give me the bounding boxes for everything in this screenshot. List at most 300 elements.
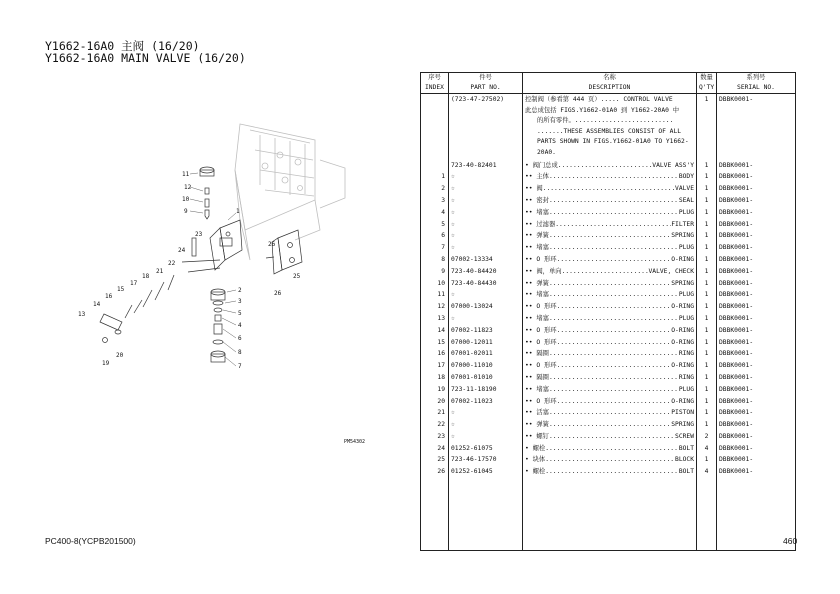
cell-qty: 1 bbox=[697, 94, 717, 160]
header-index-cn: 序号 bbox=[421, 73, 449, 84]
callout-23: 23 bbox=[195, 231, 203, 238]
table-row bbox=[421, 337, 796, 349]
cell-part-no: 723-46-17570 bbox=[449, 454, 523, 466]
footer-page-number: 460 bbox=[783, 536, 798, 546]
description-en: PLUG bbox=[678, 291, 694, 299]
valve-body-illustration bbox=[235, 124, 345, 260]
cell-description bbox=[523, 313, 697, 325]
intro-line: .......THESE ASSEMBLIES CONSIST OF ALL bbox=[537, 127, 682, 135]
cell-qty: 1 bbox=[697, 160, 717, 172]
cell-description bbox=[523, 289, 697, 301]
cell-description bbox=[523, 407, 697, 419]
cell-description bbox=[523, 372, 697, 384]
table-row bbox=[421, 254, 796, 266]
table-row bbox=[421, 219, 796, 231]
cell-serial: DBBK0001- bbox=[717, 325, 796, 337]
description-en: RING bbox=[678, 373, 694, 381]
intro-line: PARTS SHOWN IN FIGS.Y1662-01A0 TO Y1662- bbox=[537, 138, 689, 146]
cell-serial: DBBK0001- bbox=[717, 466, 796, 478]
intro-line: 20A0. bbox=[537, 148, 556, 156]
cell-description bbox=[523, 360, 697, 372]
header-desc-en: DESCRIPTION bbox=[523, 83, 697, 94]
cell-qty: 1 bbox=[697, 419, 717, 431]
description-en: PLUG bbox=[678, 208, 694, 216]
description-en: PLUG bbox=[678, 385, 694, 393]
cell-part-no: ☆ bbox=[449, 242, 523, 254]
cell-qty: 1 bbox=[697, 195, 717, 207]
header-index-en: INDEX bbox=[421, 83, 449, 94]
cell-index bbox=[421, 94, 449, 160]
cell-part-no: ☆ bbox=[449, 289, 523, 301]
cell-qty: 1 bbox=[697, 348, 717, 360]
cell-serial: DBBK0001- bbox=[717, 195, 796, 207]
callout-18: 18 bbox=[142, 273, 150, 280]
exploded-parts-diagram bbox=[60, 110, 390, 450]
table-row bbox=[421, 289, 796, 301]
cell-serial: DBBK0001- bbox=[717, 337, 796, 349]
callout-15: 15 bbox=[117, 286, 125, 293]
description-cn: •• O 形环 bbox=[525, 303, 557, 311]
cell-qty: 1 bbox=[697, 313, 717, 325]
dot-leader bbox=[562, 266, 649, 278]
description-cn: •• 堵塞 bbox=[525, 314, 549, 322]
part-24-bolt bbox=[182, 260, 220, 262]
cell-index: 9 bbox=[421, 266, 449, 278]
dot-leader bbox=[558, 160, 653, 172]
callout-9: 9 bbox=[184, 208, 188, 215]
description-cn: •• 主体 bbox=[525, 173, 549, 181]
cell-qty: 1 bbox=[697, 254, 717, 266]
header-serial-cn: 系列号 bbox=[717, 73, 796, 84]
table-row bbox=[421, 419, 796, 431]
cell-qty: 1 bbox=[697, 337, 717, 349]
table-row bbox=[421, 407, 796, 419]
cell-qty: 1 bbox=[697, 230, 717, 242]
description-en: BODY bbox=[678, 173, 694, 181]
description-en: O-RING bbox=[671, 397, 694, 405]
cell-description bbox=[523, 160, 697, 172]
callout-12: 12 bbox=[184, 184, 192, 191]
table-row bbox=[421, 171, 796, 183]
callout-7: 7 bbox=[238, 363, 242, 370]
dot-leader bbox=[557, 301, 672, 313]
cell-serial: DBBK0001- bbox=[717, 266, 796, 278]
dot-leader bbox=[549, 207, 679, 219]
dot-leader bbox=[549, 242, 679, 254]
cell-serial: DBBK0001- bbox=[717, 230, 796, 242]
description-cn: • 螺栓 bbox=[525, 444, 546, 452]
callout-26b: 26 bbox=[274, 290, 282, 297]
table-row bbox=[421, 242, 796, 254]
description-en: SPRING bbox=[671, 279, 694, 287]
cell-qty: 4 bbox=[697, 443, 717, 455]
table-row bbox=[421, 372, 796, 384]
cell-description bbox=[523, 207, 697, 219]
table-row bbox=[421, 396, 796, 408]
part-22-spring bbox=[155, 282, 164, 300]
cell-description bbox=[523, 443, 697, 455]
cell-description bbox=[523, 325, 697, 337]
description-en: BLOCK bbox=[675, 456, 694, 464]
description-cn: •• 弹簧 bbox=[525, 421, 549, 429]
cell-index: 20 bbox=[421, 396, 449, 408]
empty-cell bbox=[697, 478, 717, 551]
cell-part-no: ☆ bbox=[449, 195, 523, 207]
cell-description bbox=[523, 337, 697, 349]
cell-description bbox=[523, 454, 697, 466]
cell-serial: DBBK0001- bbox=[717, 384, 796, 396]
cell-part-no: (723-47-27502) bbox=[449, 94, 523, 160]
cell-serial: DBBK0001- bbox=[717, 396, 796, 408]
cell-description bbox=[523, 254, 697, 266]
dot-leader bbox=[549, 384, 679, 396]
cell-part-no: ☆ bbox=[449, 431, 523, 443]
cell-part-no: 07002-11823 bbox=[449, 325, 523, 337]
cell-description bbox=[523, 266, 697, 278]
cell-index: 18 bbox=[421, 372, 449, 384]
cell-qty: 1 bbox=[697, 301, 717, 313]
part-21-piston bbox=[168, 275, 174, 290]
dot-leader bbox=[557, 396, 672, 408]
cell-qty: 2 bbox=[697, 431, 717, 443]
dot-leader bbox=[549, 289, 679, 301]
callout-20: 20 bbox=[116, 352, 124, 359]
table-row bbox=[421, 384, 796, 396]
cell-index: 2 bbox=[421, 183, 449, 195]
description-en: O-RING bbox=[671, 255, 694, 263]
part-9-check-valve bbox=[205, 210, 209, 219]
cell-index: 4 bbox=[421, 207, 449, 219]
part-10-spring bbox=[205, 199, 209, 207]
callout-25: 25 bbox=[293, 273, 301, 280]
cell-part-no: 07000-13024 bbox=[449, 301, 523, 313]
dot-leader bbox=[549, 407, 671, 419]
description-en: VALVE, CHECK bbox=[648, 267, 694, 275]
table-row bbox=[421, 313, 796, 325]
description-cn: • 阀门总成 bbox=[525, 161, 558, 169]
cell-qty: 1 bbox=[697, 219, 717, 231]
description-cn: •• 螺钉 bbox=[525, 432, 549, 440]
cell-serial: DBBK0001- bbox=[717, 348, 796, 360]
cell-qty: 1 bbox=[697, 396, 717, 408]
cell-serial: DBBK0001- bbox=[717, 419, 796, 431]
dot-leader bbox=[543, 183, 675, 195]
cell-index: 5 bbox=[421, 219, 449, 231]
cell-part-no: 07001-02011 bbox=[449, 348, 523, 360]
cell-part-no: 07001-01010 bbox=[449, 372, 523, 384]
parts-list-table bbox=[420, 72, 796, 551]
description-en: O-RING bbox=[671, 362, 694, 370]
cell-description bbox=[523, 396, 697, 408]
description-cn: •• 堵塞 bbox=[525, 244, 549, 252]
cell-index: 14 bbox=[421, 325, 449, 337]
table-row bbox=[421, 454, 796, 466]
table-filler-row bbox=[421, 478, 796, 551]
description-en: O-RING bbox=[671, 303, 694, 311]
dot-leader bbox=[549, 278, 671, 290]
part-23-screw bbox=[192, 238, 196, 256]
description-en: SPRING bbox=[671, 232, 694, 240]
description-cn: •• 阀，单向 bbox=[525, 267, 562, 275]
diagram-drawing bbox=[60, 110, 390, 450]
cell-index: 17 bbox=[421, 360, 449, 372]
cell-serial: DBBK0001- bbox=[717, 289, 796, 301]
part-19-plug bbox=[103, 338, 108, 343]
cell-part-no: ☆ bbox=[449, 419, 523, 431]
intro-line: 控制阀（参看第 444 页）..... CONTROL VALVE bbox=[525, 96, 673, 103]
cell-part-no: 07000-11010 bbox=[449, 360, 523, 372]
cell-serial: DBBK0001- bbox=[717, 360, 796, 372]
callout-24: 24 bbox=[178, 247, 186, 254]
cell-index: 16 bbox=[421, 348, 449, 360]
dot-leader bbox=[549, 313, 679, 325]
cell-description bbox=[523, 348, 697, 360]
cell-index: 15 bbox=[421, 337, 449, 349]
cell-index bbox=[421, 160, 449, 172]
header-part-en: PART NO. bbox=[449, 83, 523, 94]
callout-10: 10 bbox=[182, 196, 190, 203]
cell-qty: 1 bbox=[697, 183, 717, 195]
table-row bbox=[421, 360, 796, 372]
cell-serial: DBBK0001- bbox=[717, 94, 796, 160]
part-4-plug bbox=[214, 308, 222, 312]
footer-model: PC400-8(YCPB201500) bbox=[45, 536, 136, 546]
description-cn: •• O 形环 bbox=[525, 338, 557, 346]
description-cn: •• O 形环 bbox=[525, 326, 557, 334]
cell-description bbox=[523, 242, 697, 254]
table-row bbox=[421, 348, 796, 360]
cell-index: 24 bbox=[421, 443, 449, 455]
cell-serial: DBBK0001- bbox=[717, 219, 796, 231]
dot-leader bbox=[549, 431, 675, 443]
description-en: O-RING bbox=[671, 326, 694, 334]
table-row bbox=[421, 195, 796, 207]
empty-cell bbox=[421, 478, 449, 551]
page-title-cn: Y1662-16A0 主阀 (16/20) bbox=[45, 39, 200, 53]
description-cn: • 块体 bbox=[525, 456, 546, 464]
description-cn: •• 活塞 bbox=[525, 409, 549, 417]
cell-serial: DBBK0001- bbox=[717, 454, 796, 466]
dot-leader bbox=[549, 171, 679, 183]
cell-index: 13 bbox=[421, 313, 449, 325]
figure-reference: PM54302 bbox=[344, 439, 366, 445]
description-en: PLUG bbox=[678, 314, 694, 322]
callout-5: 5 bbox=[238, 310, 242, 317]
callout-13: 13 bbox=[78, 311, 86, 318]
cell-serial: DBBK0001- bbox=[717, 372, 796, 384]
cell-qty: 1 bbox=[697, 454, 717, 466]
description-en: RING bbox=[678, 350, 694, 358]
cell-serial: DBBK0001- bbox=[717, 431, 796, 443]
table-row bbox=[421, 160, 796, 172]
callout-17: 17 bbox=[130, 280, 138, 287]
callout-6: 6 bbox=[238, 335, 242, 342]
description-cn: •• 堵塞 bbox=[525, 291, 549, 299]
dot-leader bbox=[545, 454, 675, 466]
cell-serial: DBBK0001- bbox=[717, 183, 796, 195]
cell-qty: 1 bbox=[697, 360, 717, 372]
cell-description bbox=[523, 301, 697, 313]
cell-qty: 1 bbox=[697, 407, 717, 419]
table-row bbox=[421, 266, 796, 278]
cell-part-no: 723-40-84420 bbox=[449, 266, 523, 278]
cell-serial: DBBK0001- bbox=[717, 207, 796, 219]
cell-qty: 4 bbox=[697, 466, 717, 478]
callout-22: 22 bbox=[168, 260, 176, 267]
description-cn: • 螺栓 bbox=[525, 468, 546, 476]
description-cn: •• 弹簧 bbox=[525, 232, 549, 240]
callout-4: 4 bbox=[238, 322, 242, 329]
description-cn: •• 隔圈 bbox=[525, 373, 549, 381]
cell-index: 12 bbox=[421, 301, 449, 313]
intro-line: 此总成包括 FIGS.Y1662-01A0 到 Y1662-20A0 中 bbox=[525, 106, 680, 114]
table-row bbox=[421, 207, 796, 219]
cell-description bbox=[523, 195, 697, 207]
cell-serial: DBBK0001- bbox=[717, 301, 796, 313]
cell-serial: DBBK0001- bbox=[717, 313, 796, 325]
description-cn: •• 弹簧 bbox=[525, 279, 549, 287]
header-qty-en: Q'TY bbox=[697, 83, 717, 94]
description-cn: •• 隔圈 bbox=[525, 350, 549, 358]
page-title-en: Y1662-16A0 MAIN VALVE (16/20) bbox=[45, 51, 246, 65]
cell-description-intro bbox=[523, 94, 697, 160]
callout-26: 26 bbox=[268, 241, 276, 248]
cell-serial: DBBK0001- bbox=[717, 278, 796, 290]
cell-qty: 1 bbox=[697, 207, 717, 219]
cell-part-no: 723-40-84430 bbox=[449, 278, 523, 290]
cell-description bbox=[523, 171, 697, 183]
part-13-plug bbox=[100, 314, 122, 330]
table-row bbox=[421, 325, 796, 337]
table-row bbox=[421, 431, 796, 443]
description-cn: •• 堵塞 bbox=[525, 385, 549, 393]
cell-description bbox=[523, 419, 697, 431]
dot-leader bbox=[549, 348, 679, 360]
cell-part-no: 07002-13334 bbox=[449, 254, 523, 266]
header-serial-en: SERIAL NO. bbox=[717, 83, 796, 94]
cell-description bbox=[523, 384, 697, 396]
callout-2: 2 bbox=[238, 287, 242, 294]
part-3-seal bbox=[213, 301, 223, 305]
cell-index: 7 bbox=[421, 242, 449, 254]
cell-part-no: 01252-61075 bbox=[449, 443, 523, 455]
cell-description bbox=[523, 183, 697, 195]
callout-16: 16 bbox=[105, 293, 113, 300]
cell-index: 6 bbox=[421, 230, 449, 242]
cell-qty: 1 bbox=[697, 278, 717, 290]
cell-serial: DBBK0001- bbox=[717, 443, 796, 455]
cell-part-no: ☆ bbox=[449, 171, 523, 183]
cell-part-no: 07000-12011 bbox=[449, 337, 523, 349]
cell-index: 8 bbox=[421, 254, 449, 266]
description-en: PISTON bbox=[671, 409, 694, 417]
description-en: O-RING bbox=[671, 338, 694, 346]
header-qty-cn: 数量 bbox=[697, 73, 717, 84]
cell-serial: DBBK0001- bbox=[717, 407, 796, 419]
cell-description bbox=[523, 431, 697, 443]
cell-part-no: 01252-61045 bbox=[449, 466, 523, 478]
cell-serial: DBBK0001- bbox=[717, 242, 796, 254]
cell-index: 22 bbox=[421, 419, 449, 431]
description-cn: •• O 形环 bbox=[525, 362, 557, 370]
dot-leader bbox=[545, 466, 679, 478]
dot-leader bbox=[545, 443, 679, 455]
cell-part-no: ☆ bbox=[449, 230, 523, 242]
cell-index: 19 bbox=[421, 384, 449, 396]
description-cn: •• O 形环 bbox=[525, 255, 557, 263]
table-row bbox=[421, 301, 796, 313]
table-row bbox=[421, 278, 796, 290]
table-row bbox=[421, 183, 796, 195]
cell-part-no: ☆ bbox=[449, 207, 523, 219]
cell-index: 23 bbox=[421, 431, 449, 443]
cell-part-no: ☆ bbox=[449, 183, 523, 195]
cell-index: 11 bbox=[421, 289, 449, 301]
callout-1: 1 bbox=[236, 208, 240, 215]
cell-index: 26 bbox=[421, 466, 449, 478]
cell-part-no: ☆ bbox=[449, 219, 523, 231]
description-en: VALVE bbox=[675, 185, 694, 193]
cell-part-no: 723-11-18190 bbox=[449, 384, 523, 396]
part-1-body-block bbox=[220, 220, 242, 260]
part-12-oring bbox=[205, 188, 209, 194]
callout-8: 8 bbox=[238, 349, 242, 356]
cell-qty: 1 bbox=[697, 242, 717, 254]
description-en: FILTER bbox=[671, 220, 694, 228]
cell-description bbox=[523, 219, 697, 231]
part-7-plug bbox=[211, 354, 225, 362]
dot-leader bbox=[557, 360, 672, 372]
table-row bbox=[421, 443, 796, 455]
callout-11: 11 bbox=[182, 171, 190, 178]
cell-qty: 1 bbox=[697, 325, 717, 337]
cell-qty: 1 bbox=[697, 266, 717, 278]
cell-part-no: 07002-11023 bbox=[449, 396, 523, 408]
dot-leader bbox=[555, 219, 671, 231]
dot-leader bbox=[549, 419, 671, 431]
dot-leader bbox=[549, 195, 679, 207]
cell-description bbox=[523, 230, 697, 242]
callout-19: 19 bbox=[102, 360, 110, 367]
cell-part-no: ☆ bbox=[449, 407, 523, 419]
table-row bbox=[421, 230, 796, 242]
callout-14: 14 bbox=[93, 301, 101, 308]
cell-qty: 1 bbox=[697, 171, 717, 183]
cell-index: 21 bbox=[421, 407, 449, 419]
cell-description bbox=[523, 278, 697, 290]
part-6-spring bbox=[214, 324, 222, 334]
cell-serial: DBBK0001- bbox=[717, 254, 796, 266]
callout-3: 3 bbox=[238, 298, 242, 305]
description-cn: •• 密封 bbox=[525, 196, 549, 204]
header-part-cn: 件号 bbox=[449, 73, 523, 84]
intro-line: 的所有零件。.......................... bbox=[537, 117, 674, 125]
empty-cell bbox=[449, 478, 523, 551]
cell-index: 3 bbox=[421, 195, 449, 207]
part-20-oring bbox=[115, 330, 121, 334]
description-cn: •• 堵塞 bbox=[525, 208, 549, 216]
description-cn: •• 阀 bbox=[525, 185, 543, 193]
cell-part-no: 723-40-82401 bbox=[449, 160, 523, 172]
dot-leader bbox=[549, 230, 671, 242]
header-desc-cn: 名称 bbox=[523, 73, 697, 84]
description-en: BOLT bbox=[678, 444, 694, 452]
cell-index: 10 bbox=[421, 278, 449, 290]
cell-serial: DBBK0001- bbox=[717, 171, 796, 183]
description-cn: •• O 形环 bbox=[525, 397, 557, 405]
cell-qty: 1 bbox=[697, 384, 717, 396]
dot-leader bbox=[549, 372, 679, 384]
